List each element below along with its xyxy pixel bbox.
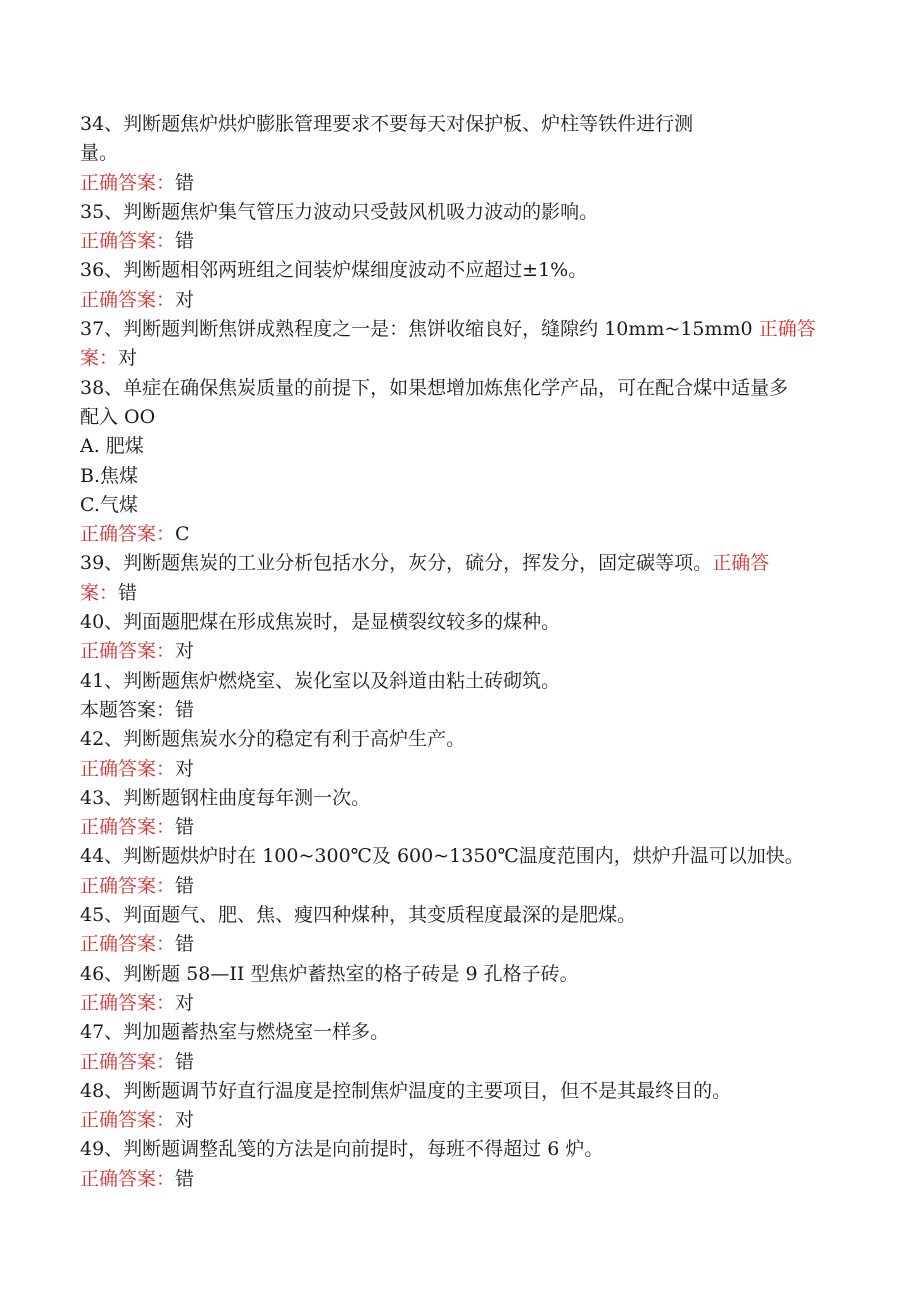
answer-value: 对 <box>118 347 138 370</box>
answer-46 <box>80 989 840 1018</box>
question-39-line-1 <box>80 549 840 578</box>
answer-value: 错 <box>175 933 195 956</box>
answer-value: 对 <box>175 1109 195 1132</box>
answer-label: 正确答案： <box>80 1050 176 1073</box>
answer-label: 正确答案： <box>80 288 176 311</box>
answer-label: 正确答案： <box>80 1167 176 1190</box>
question-48: 48、判断题调节好直行温度是控制焦炉温度的主要项目，但不是其最终目的。 <box>80 1079 732 1102</box>
question-46: 46、判断题 58—II 型焦炉蓄热室的格子砖是 9 孔格子砖。 <box>80 962 579 985</box>
answer-label: 正确答案： <box>80 816 176 839</box>
answer-label: 本题答案： <box>80 698 176 721</box>
answer-label-part-2: 案： <box>80 581 119 604</box>
answer-label-part-1: 正确答 <box>758 318 816 341</box>
answer-value: 对 <box>175 757 195 780</box>
answer-value: 对 <box>175 991 195 1014</box>
answer-43 <box>80 813 840 842</box>
answer-label: 正确答案： <box>80 1109 176 1132</box>
answer-42 <box>80 755 840 784</box>
document-page <box>80 110 840 1194</box>
answer-value: 错 <box>175 230 195 253</box>
answer-value: 错 <box>175 171 195 194</box>
question-43: 43、判断题钢柱曲度每年测一次。 <box>80 786 371 809</box>
question-41: 41、判断题焦炉燃烧室、炭化室以及斜道由粘土砖砌筑。 <box>80 669 561 692</box>
answer-label: 正确答案： <box>80 991 176 1014</box>
answer-35 <box>80 227 840 256</box>
answer-value: 错 <box>175 874 195 897</box>
option-a: A. 肥煤 <box>80 435 144 458</box>
question-44: 44、判断题烘炉时在 100~300℃及 600~1350℃温度范围内，烘炉升温可以加快。 <box>80 845 804 868</box>
answer-value: C <box>175 523 190 546</box>
answer-49 <box>80 1165 840 1194</box>
answer-41 <box>80 696 840 725</box>
answer-39 <box>80 579 840 608</box>
answer-label: 正确答案： <box>80 640 176 663</box>
answer-label: 正确答案： <box>80 171 176 194</box>
question-35: 35、判断题焦炉集气管压力波动只受鼓风机吸力波动的影响。 <box>80 200 599 223</box>
answer-value: 错 <box>118 581 138 604</box>
answer-45 <box>80 930 840 959</box>
option-c: C.气煤 <box>80 493 138 516</box>
question-47: 47、判加题蓄热室与燃烧室一样多。 <box>80 1021 390 1044</box>
answer-label: 正确答案： <box>80 933 176 956</box>
answer-value: 错 <box>175 1167 195 1190</box>
answer-value: 错 <box>175 698 195 721</box>
answer-37 <box>80 344 840 373</box>
question-42: 42、判断题焦炭水分的稳定有利于高炉生产。 <box>80 728 466 751</box>
answer-value: 对 <box>175 288 195 311</box>
answer-36 <box>80 286 840 315</box>
question-36: 36、判断题相邻两班组之间装炉煤细度波动不应超过±1%。 <box>80 259 588 282</box>
question-34-line-1: 34、判断题焦炉烘炉膨胀管理要求不要每天对保护板、炉柱等铁件进行测 <box>80 113 694 135</box>
answer-label: 正确答案： <box>80 874 176 897</box>
answer-48 <box>80 1106 840 1135</box>
answer-38 <box>80 520 840 549</box>
question-38-line-1: 38、单症在确保焦炭质量的前提下，如果想增加炼焦化学产品，可在配合煤中适量多 <box>80 376 789 399</box>
answer-44 <box>80 872 840 901</box>
question-text: 39、判断题焦炭的工业分析包括水分，灰分，硫分，挥发分，固定碳等项。 <box>80 552 713 575</box>
answer-34 <box>80 169 840 198</box>
question-text: 37、判断题判断焦饼成熟程度之一是：焦饼收缩良好，缝隙约 10mm~15mm0 <box>80 318 759 341</box>
answer-value: 错 <box>175 816 195 839</box>
question-49: 49、判断题调整乱笺的方法是向前提时，每班不得超过 6 炉。 <box>80 1138 604 1161</box>
question-40: 40、判面题肥煤在形成焦炭时，是显横裂纹较多的煤种。 <box>80 611 561 634</box>
answer-value: 对 <box>175 640 195 663</box>
answer-label-part-1: 正确答 <box>712 552 770 575</box>
answer-label: 正确答案： <box>80 230 176 253</box>
answer-label: 正确答案： <box>80 757 176 780</box>
option-b: B.焦煤 <box>80 464 139 487</box>
answer-value: 错 <box>175 1050 195 1073</box>
question-34-line-2: 量。 <box>80 142 119 165</box>
answer-40 <box>80 637 840 666</box>
question-38-line-2: 配入 OO <box>80 405 156 428</box>
answer-label: 正确答案： <box>80 523 176 546</box>
answer-label-part-2: 案： <box>80 347 119 370</box>
question-45: 45、判面题气、肥、焦、瘦四种煤种，其变质程度最深的是肥煤。 <box>80 904 637 927</box>
answer-47 <box>80 1048 840 1077</box>
question-37-line-1 <box>80 315 840 344</box>
